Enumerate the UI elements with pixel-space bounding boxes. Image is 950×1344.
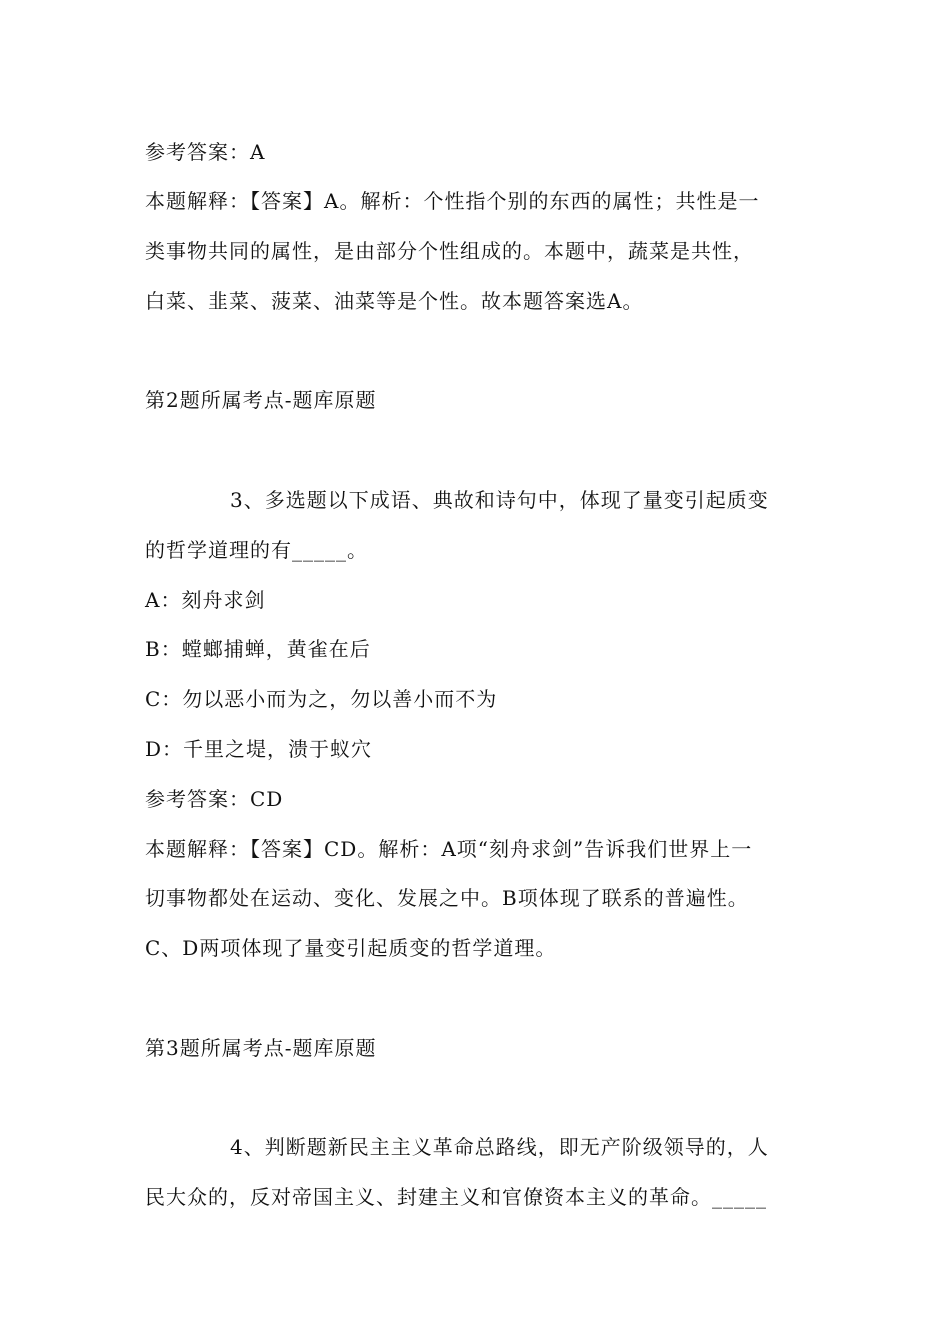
q2-topic-label: 第2题所属考点-题库原题 bbox=[145, 388, 377, 412]
q3-answer: 参考答案：CD bbox=[145, 787, 284, 811]
q3-explanation-line-1: 本题解释：【答案】CD。解析：A项“刻舟求剑”告诉我们世界上一 bbox=[145, 837, 753, 861]
q2-answer: 参考答案：A bbox=[145, 140, 266, 164]
q4-question-line-1: 4、判断题新民主主义革命总路线，即无产阶级领导的，人 bbox=[230, 1135, 769, 1159]
q3-topic-label: 第3题所属考点-题库原题 bbox=[145, 1036, 377, 1060]
q3-question-line-2: 的哲学道理的有_____。 bbox=[145, 538, 368, 562]
q3-question-line-1: 3、多选题以下成语、典故和诗句中，体现了量变引起质变 bbox=[230, 488, 769, 512]
q3-option-d: D：千里之堤，溃于蚁穴 bbox=[145, 737, 373, 761]
q2-explanation-line-3: 白菜、韭菜、菠菜、油菜等是个性。故本题答案选A。 bbox=[145, 289, 644, 313]
q3-explanation-line-2: 切事物都处在运动、变化、发展之中。B项体现了联系的普遍性。 bbox=[145, 886, 749, 910]
q3-option-c: C：勿以恶小而为之，勿以善小而不为 bbox=[145, 687, 498, 711]
q3-option-a: A：刻舟求剑 bbox=[145, 588, 266, 612]
q3-option-b: B：螳螂捕蝉，黄雀在后 bbox=[145, 637, 371, 661]
q2-explanation-line-2: 类事物共同的属性，是由部分个性组成的。本题中，蔬菜是共性， bbox=[145, 239, 754, 263]
q3-explanation-line-3: C、D两项体现了量变引起质变的哲学道理。 bbox=[145, 936, 557, 960]
q4-question-line-2: 民大众的，反对帝国主义、封建主义和官僚资本主义的革命。_____ bbox=[145, 1185, 767, 1209]
q2-explanation-line-1: 本题解释：【答案】A。解析：个性指个别的东西的属性；共性是一 bbox=[145, 189, 760, 213]
